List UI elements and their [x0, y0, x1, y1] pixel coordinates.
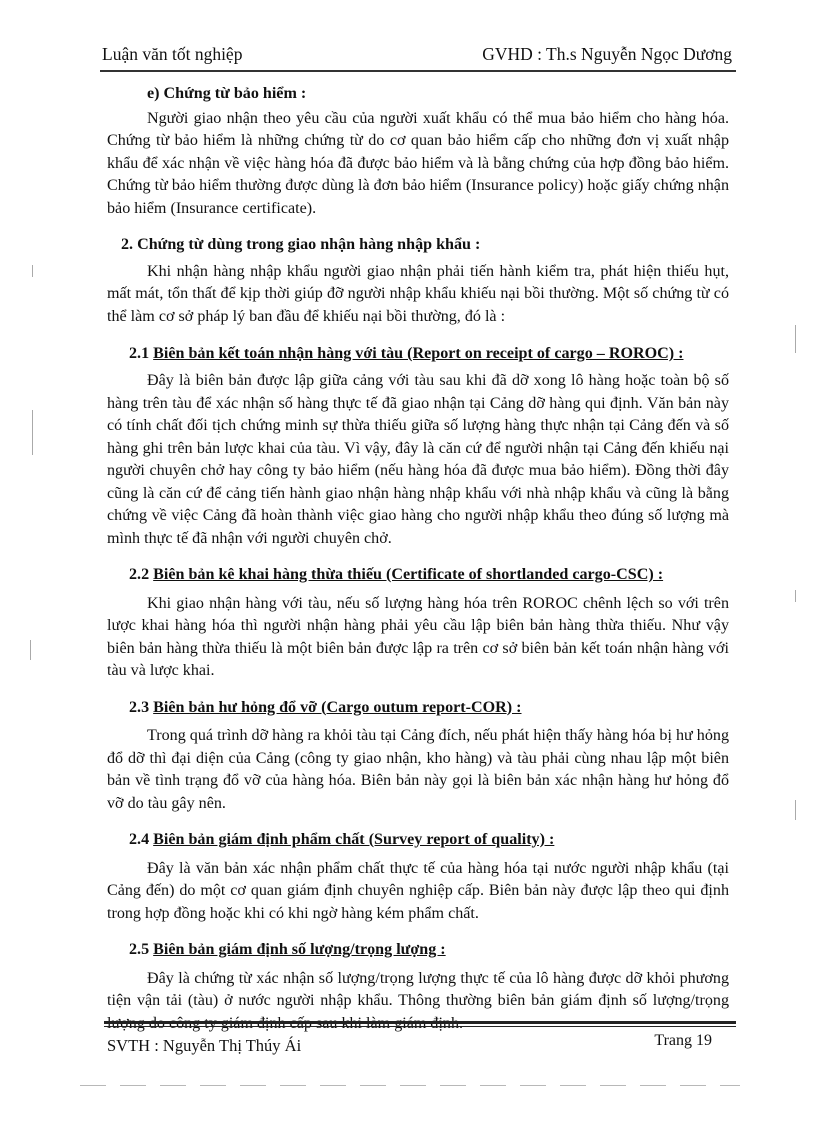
- footer-page-number: Trang 19: [654, 1032, 712, 1049]
- section-2-2-paragraph: Khi giao nhận hàng với tàu, nếu số lượng hàng hóa trên ROROC chênh lệch so với trên lược khai hàng hóa thì người nhận hàng phải yêu cầu lập biên bản hàng thừa thiếu. Như vậy biên bản hàng thừa thiếu là một biên bản được lập ra trên cơ sở biên bản kết toán nhận hàng với tàu và lược khai.: [107, 594, 729, 679]
- page-body: [107, 83, 729, 1035]
- section-2-1-heading: [129, 344, 729, 364]
- scan-margin-mark: [795, 325, 796, 353]
- section-2-5-title: Biên bản giám định số lượng/trọng lượng :: [153, 941, 446, 958]
- section-2-3-number: 2.3: [129, 698, 150, 716]
- scan-margin-mark: [795, 800, 796, 820]
- footer-rule-thin: [104, 1026, 736, 1027]
- header-supervisor: GVHD : Th.s Nguyễn Ngọc Dương: [482, 44, 732, 64]
- scan-margin-mark: [30, 640, 31, 660]
- section-2-1-title: Biên bản kết toán nhận hàng với tàu (Report on receipt of cargo – ROROC) :: [153, 345, 684, 362]
- section-2-2-number: 2.2: [129, 566, 150, 583]
- section-2-4-title: Biên bản giám định phẩm chất (Survey report of quality) :: [153, 831, 555, 848]
- section-2-3-paragraph: Trong quá trình dỡ hàng ra khỏi tàu tại Cảng đích, nếu phát hiện thấy hàng hóa bị hư hỏng đổ dỡ thì đại diện của Cảng (công ty giao nhận, kho hàng) và tàu phải cùng nhau lập một biên bản về tình trạng đổ vỡ của hàng hóa. Biên bản này gọi là biên bản xác nhận hàng hư hỏng đổ vỡ do tàu gây nên.: [107, 727, 729, 812]
- section-2-1-paragraph: Đây là biên bản được lập giữa cảng với tàu sau khi đã dỡ xong lô hàng hoặc toàn bộ số hàng trên tàu để xác nhận số hàng thực tế đã giao nhận tại Cảng dỡ hàng qui định. Văn bản này có tính chất đối tịch chứng minh sự thừa thiếu giữa số lượng hàng thực nhận tại Cảng đến và số hàng ghi trên bản lược khai của tàu. Vì vậy, đây là căn cứ để người nhận tại Cảng đến khiếu nại người chuyên chở hay công ty bảo hiểm (nếu hàng hóa đã được mua bảo hiểm). Đồng thời đây cũng là căn cứ để cảng tiến hành giao nhận hàng nhập khẩu với nhà nhập khẩu và cũng là bằng chứng về việc Cảng đã hoàn thành việc giao hàng cho người nhập khẩu theo đúng số lượng mà mình thực tế đã nhận với người chuyên chở.: [107, 372, 729, 547]
- header-rule: [100, 70, 736, 72]
- section-2-5-paragraph: Đây là chứng từ xác nhận số lượng/trọng lượng thực tế của lô hàng được dỡ khỏi phương tiện vận tải (tàu) ở nước người nhập khẩu. Thông thường biên bản giám định số lượng/trọng: [107, 969, 729, 1009]
- scan-margin-mark: [795, 590, 796, 602]
- section-2-2-heading: [129, 564, 729, 587]
- section-e-heading: e) Chứng từ bảo hiểm :: [147, 85, 307, 102]
- section-2-paragraph: Khi nhận hàng nhập khẩu người giao nhận phải tiến hành kiểm tra, phát hiện thiếu hụt, mất mát, tổn thất để kịp thời giúp đỡ người nhập khẩu khiếu nại bồi thường. Một số chứng từ có thể làm cơ sở pháp lý ban đầu để khiếu nại bồi thường, đó là :: [107, 262, 729, 325]
- section-2-3-heading: [129, 697, 729, 720]
- section-2-5-number: 2.5: [129, 941, 150, 958]
- section-2-4-heading: [129, 829, 729, 852]
- section-2-2-title: Biên bản kê khai hàng thừa thiếu (Certificate of shortlanded cargo-CSC) :: [153, 566, 664, 583]
- scan-dashed-line: [80, 1085, 740, 1086]
- section-2-1-number: 2.1: [129, 345, 150, 362]
- section-e-paragraph: Người giao nhận theo yêu cầu của người xuất khẩu có thể mua bảo hiểm cho hàng hóa. Chứng từ bảo hiểm là những chứng từ do cơ quan bảo hiểm cấp cho những đơn vị xuất nhập khẩu để xác nhận về việc hàng hóa đã được bảo hiểm và là bằng chứng của hợp đồng bảo hiểm. Chứng từ bảo hiểm thường được dùng là đơn bảo hiểm (Insurance policy) hoặc giấy chứng nhận bảo hiểm (Insurance certificate).: [107, 109, 729, 217]
- section-2-3-title: Biên bản hư hỏng đổ vỡ (Cargo outum report-COR) :: [153, 698, 522, 716]
- section-2-4-number: 2.4: [129, 831, 150, 848]
- page-header: [102, 44, 732, 68]
- section-2-heading: 2. Chứng từ dùng trong giao nhận hàng nhập khẩu :: [121, 236, 481, 253]
- footer-student: SVTH : Nguyễn Thị Thúy Ái: [107, 1036, 302, 1055]
- scan-margin-mark: [32, 265, 33, 277]
- section-2-5-heading: [129, 939, 729, 962]
- section-2-4-paragraph: Đây là văn bản xác nhận phẩm chất thực tế của hàng hóa tại nước người nhập khẩu (tại Cảng đến) do một cơ quan giám định chuyên nghiệp cấp. Biên bản này được lập theo qui định trong hợp đồng hoặc khi có khi ngờ hàng kém phẩm chất.: [107, 859, 729, 922]
- header-thesis-title: Luận văn tốt nghiệp: [102, 44, 243, 64]
- footer-rule-thick: [104, 1021, 736, 1024]
- scan-margin-mark: [32, 410, 33, 455]
